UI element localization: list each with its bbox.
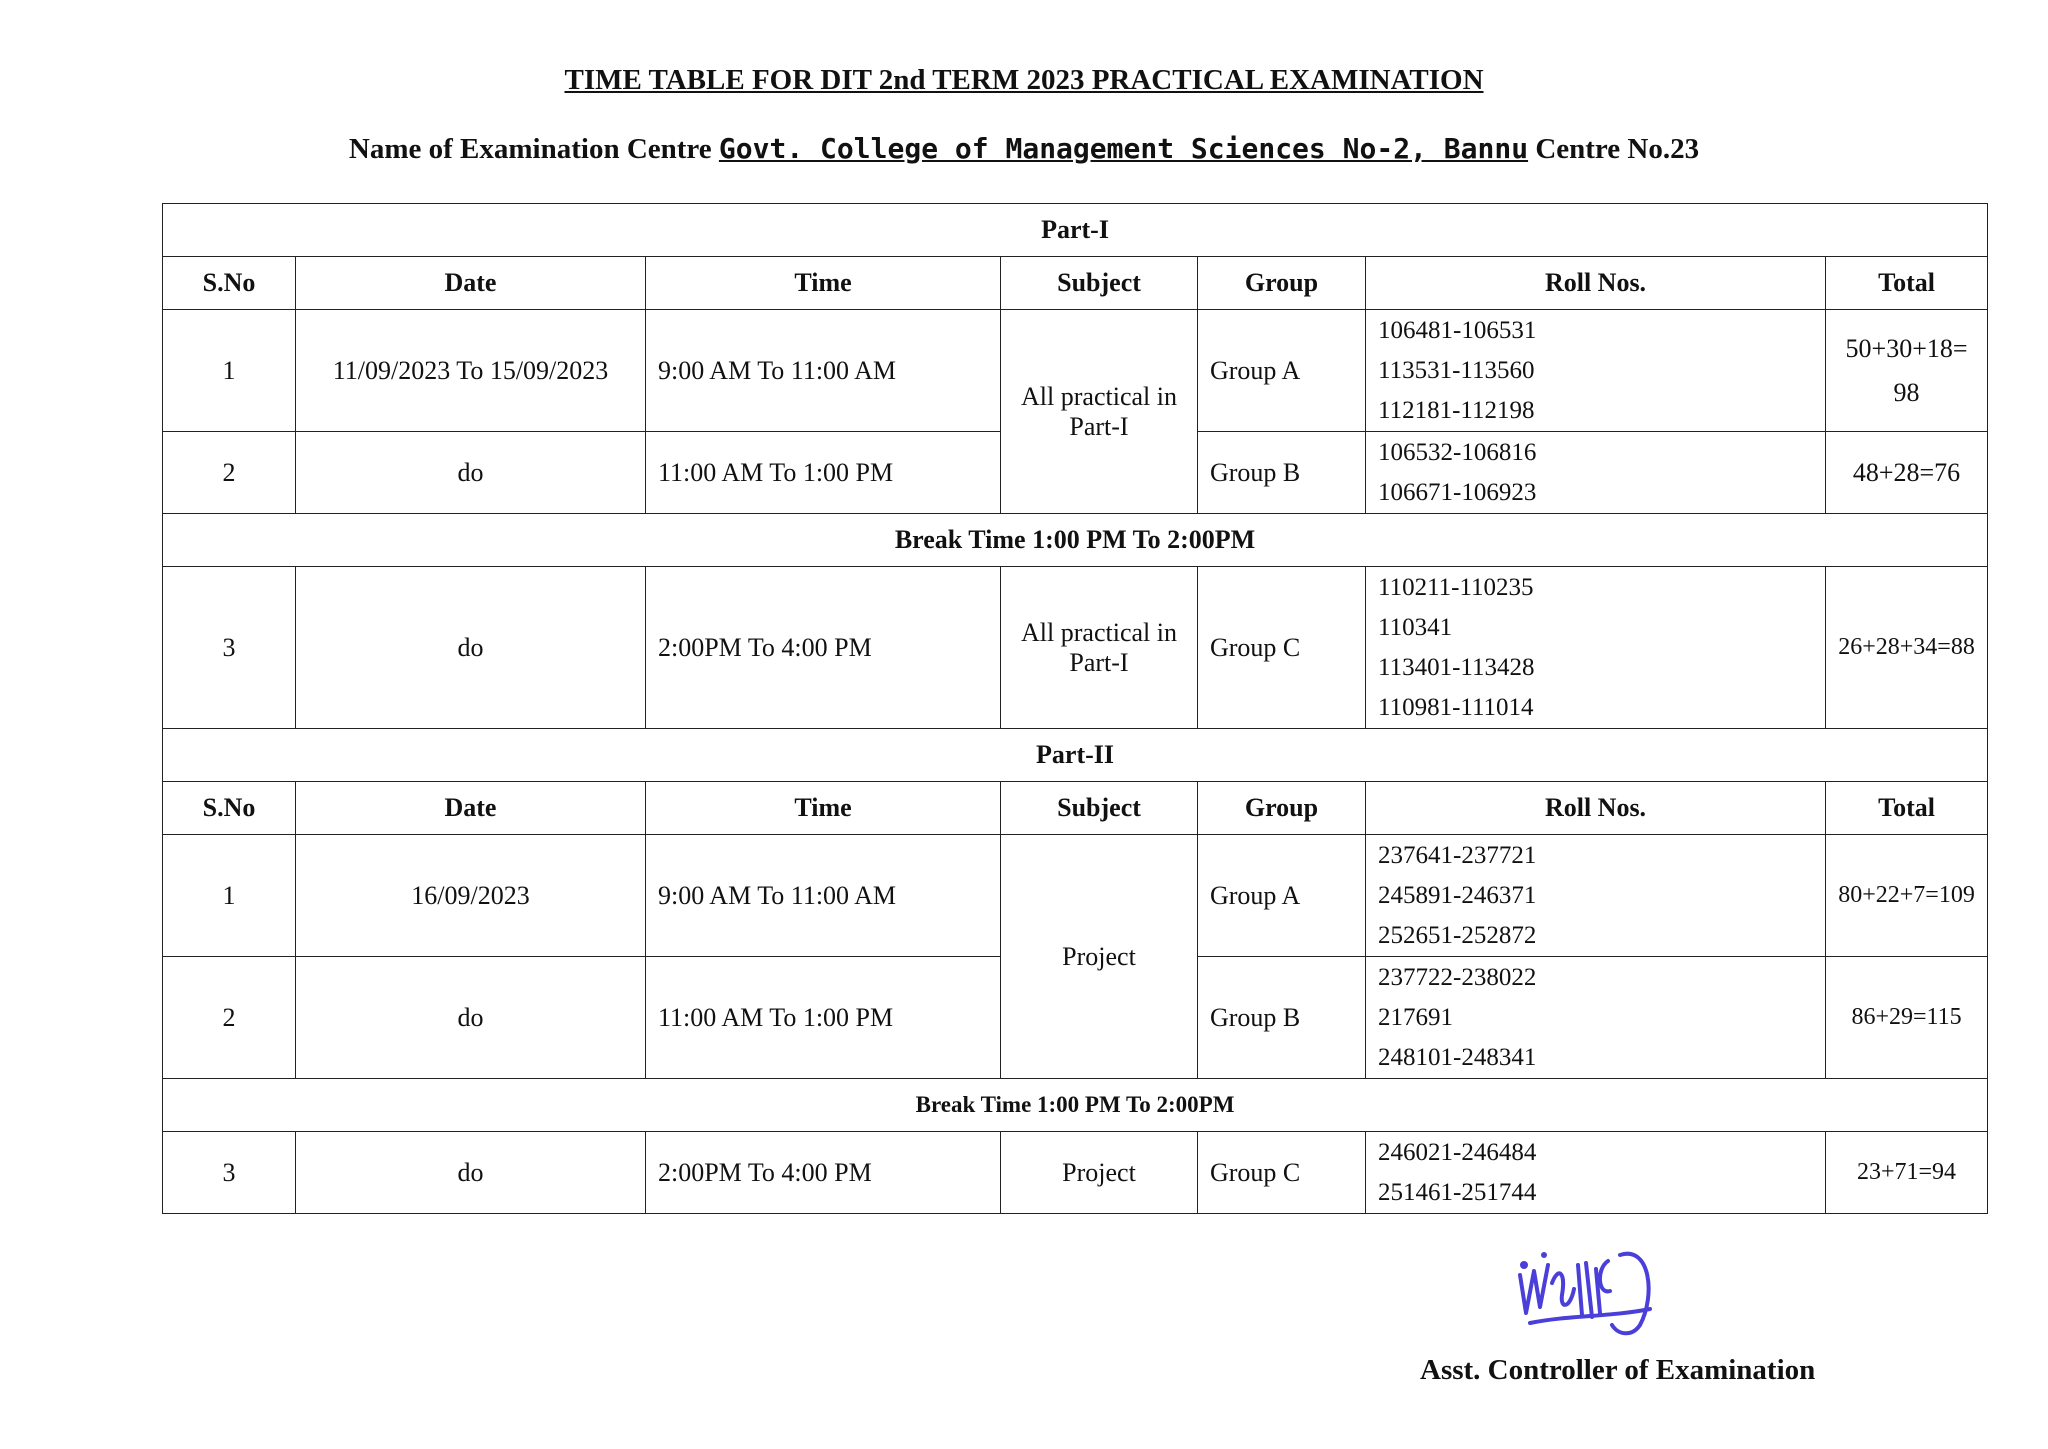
roll-range: 110211-110235 xyxy=(1378,573,1534,601)
roll-range: 106532-106816 xyxy=(1378,438,1537,466)
col-sno: S.No xyxy=(163,782,296,835)
centre-prefix: Name of Examination Centre xyxy=(348,133,712,165)
date-cell: do xyxy=(296,432,646,514)
roll-range: 113531-113560 xyxy=(1378,356,1535,384)
col-total: Total xyxy=(1826,782,1988,835)
time-cell: 2:00PM To 4:00 PM xyxy=(646,1132,1001,1214)
total-cell: 23+71=94 xyxy=(1826,1132,1988,1214)
total-expression: 50+30+18= xyxy=(1845,333,1968,363)
col-roll-nos: Roll Nos. xyxy=(1366,257,1826,310)
time-cell: 9:00 AM To 11:00 AM xyxy=(646,310,1001,432)
total-cell: 48+28=76 xyxy=(1826,432,1988,514)
roll-nos-cell xyxy=(1366,835,1826,957)
subject-cell: All practical in Part-I xyxy=(1001,310,1198,514)
col-subject: Subject xyxy=(1001,782,1198,835)
table-row xyxy=(163,835,1988,957)
date-cell: do xyxy=(296,957,646,1079)
col-date: Date xyxy=(296,782,646,835)
total-result: 98 xyxy=(1893,377,1920,407)
time-cell: 11:00 AM To 1:00 PM xyxy=(646,432,1001,514)
total-cell: 86+29=115 xyxy=(1826,957,1988,1079)
col-roll-nos: Roll Nos. xyxy=(1366,782,1826,835)
signature-icon xyxy=(1500,1225,1680,1355)
roll-range: 245891-246371 xyxy=(1378,881,1537,909)
time-cell: 2:00PM To 4:00 PM xyxy=(646,567,1001,729)
centre-name: Govt. College of Management Sciences No-2, Bannu xyxy=(718,132,1529,165)
centre-line xyxy=(0,132,2048,166)
total-cell: 80+22+7=109 xyxy=(1826,835,1988,957)
break-time-row: Break Time 1:00 PM To 2:00PM xyxy=(163,514,1988,567)
roll-nos-cell xyxy=(1366,957,1826,1079)
group-cell: Group B xyxy=(1198,957,1366,1079)
roll-range: 112181-112198 xyxy=(1378,396,1535,424)
group-cell: Group A xyxy=(1198,310,1366,432)
col-group: Group xyxy=(1198,782,1366,835)
sno-cell: 1 xyxy=(163,835,296,957)
sno-cell: 1 xyxy=(163,310,296,432)
table-row xyxy=(163,567,1988,729)
group-cell: Group C xyxy=(1198,1132,1366,1214)
subject-cell: All practical in Part-I xyxy=(1001,567,1198,729)
subject-cell: Project xyxy=(1001,835,1198,1079)
subject-cell: Project xyxy=(1001,1132,1198,1214)
roll-range: 113401-113428 xyxy=(1378,653,1535,681)
roll-range: 110341 xyxy=(1378,613,1453,641)
date-cell: 16/09/2023 xyxy=(296,835,646,957)
group-cell: Group C xyxy=(1198,567,1366,729)
time-cell: 11:00 AM To 1:00 PM xyxy=(646,957,1001,1079)
roll-range: 248101-248341 xyxy=(1378,1043,1537,1071)
signatory-title: Asst. Controller of Examination xyxy=(1420,1354,1816,1386)
total-cell: 26+28+34=88 xyxy=(1826,567,1988,729)
time-cell: 9:00 AM To 11:00 AM xyxy=(646,835,1001,957)
col-sno: S.No xyxy=(163,257,296,310)
sno-cell: 2 xyxy=(163,957,296,1079)
roll-nos-cell xyxy=(1366,1132,1826,1214)
roll-nos-cell xyxy=(1366,432,1826,514)
sno-cell: 3 xyxy=(163,1132,296,1214)
col-time: Time xyxy=(646,257,1001,310)
part-2-header-row xyxy=(163,782,1988,835)
roll-nos-cell xyxy=(1366,310,1826,432)
sno-cell: 3 xyxy=(163,567,296,729)
page-title: TIME TABLE FOR DIT 2nd TERM 2023 PRACTICAL EXAMINATION xyxy=(564,64,1484,96)
roll-range: 110981-111014 xyxy=(1378,693,1534,721)
part-1-heading: Part-I xyxy=(163,204,1988,257)
part-1-header-row xyxy=(163,257,1988,310)
col-total: Total xyxy=(1826,257,1988,310)
roll-range: 106671-106923 xyxy=(1378,478,1537,506)
break-time-row: Break Time 1:00 PM To 2:00PM xyxy=(163,1079,1988,1132)
roll-range: 237641-237721 xyxy=(1378,841,1537,869)
part-2-heading: Part-II xyxy=(163,729,1988,782)
roll-range: 246021-246484 xyxy=(1378,1138,1537,1166)
timetable xyxy=(162,203,1988,1214)
roll-nos-cell xyxy=(1366,567,1826,729)
col-subject: Subject xyxy=(1001,257,1198,310)
roll-range: 237722-238022 xyxy=(1378,963,1537,991)
col-group: Group xyxy=(1198,257,1366,310)
date-cell: do xyxy=(296,567,646,729)
date-cell: do xyxy=(296,1132,646,1214)
roll-range: 251461-251744 xyxy=(1378,1178,1537,1206)
col-date: Date xyxy=(296,257,646,310)
sno-cell: 2 xyxy=(163,432,296,514)
group-cell: Group A xyxy=(1198,835,1366,957)
roll-range: 106481-106531 xyxy=(1378,316,1537,344)
table-row xyxy=(163,310,1988,432)
group-cell: Group B xyxy=(1198,432,1366,514)
roll-range: 252651-252872 xyxy=(1378,921,1537,949)
table-row xyxy=(163,1132,1988,1214)
col-time: Time xyxy=(646,782,1001,835)
roll-range: 217691 xyxy=(1378,1003,1453,1031)
total-cell xyxy=(1826,310,1988,432)
date-cell: 11/09/2023 To 15/09/2023 xyxy=(296,310,646,432)
centre-number: Centre No.23 xyxy=(1535,133,1700,165)
